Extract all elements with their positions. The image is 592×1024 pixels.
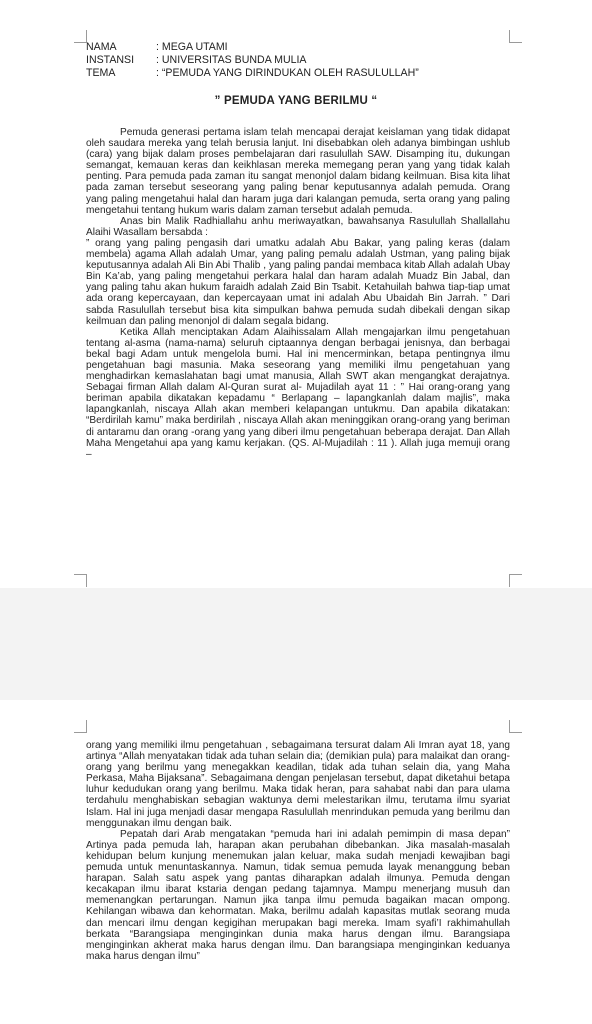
body-paragraph: Anas bin Malik Radhiallahu anhu meriwayatkan, bawahsanya Rasulullah Shallallahu Alaihi Wasallam bersabda : [86, 215, 510, 238]
crop-mark-bottom-right [509, 574, 522, 587]
header-label: INSTANSI [86, 54, 135, 66]
body-paragraph: Pemuda generasi pertama islam telah mencapai derajat keislaman yang tidak didapat oleh saudara mereka yang telah berusia lanjut. Ini disebabkan oleh adanya bimbingan ushlub (cara) yang bijak dalam proses pembelajaran dari rasulullah SAW. Disamping itu, dukungan semangat, kemauan keras dan keikhlasan mereka memegang peran yang yang tidak kalah penting. Para pemuda pada zaman itu sangat menonjol dalam bidang keilmuan. Bisa kita lihat pada zaman tersebut seseorang yang paling benar keputusannya adalah pemuda. Orang yang paling mengetahui halal dan haram juga dari kalangan pemuda, serta orang yang paling mengetahui tentang hukum waris dalam zaman tersebut adalah pemuda. [86, 127, 510, 216]
header-value: : “PEMUDA YANG DIRINDUKAN OLEH RASULULLAH” [156, 67, 419, 79]
body-paragraph: Pepatah dari Arab mengatakan “pemuda hari ini adalah pemimpin di masa depan” Artinya pada pemuda lah, harapan akan perubahan dibebankan. Jika masalah-masalah kehidupan belum kunjung menemukan jalan keluar, maka sudah menjadi kewajiban bagi pemuda untuk menuntaskannya. Namun, tidak semua pemuda layak menanggung beban harapan. Salah satu aspek yang pantas diharapkan adalah ilmunya. Pemuda dengan kecakapan ilmu ibarat kstaria dengan pedang tajamnya. Mampu menerjang musuh dan memenangkan pertarungan. Namun jika tanpa ilmu pemuda bagaikan macan ompong. Kehilangan wibawa dan kehormatan. Maka, berilmu adalah kapasitas mutlak seorang muda dan mencari ilmu dengan kegigihan merupakan bagi mereka. Imam syafi’I rakhimahullah berkata “Barangsiapa menginginkan dunia maka harus dengan ilmu. Barangsiapa menginginkan akherat maka harus dengan ilmu. Dan barangsiapa menginginkan keduanya maka harus dengan ilmu” [86, 828, 510, 962]
header-row-theme [86, 67, 419, 80]
crop-mark-top-right [509, 720, 522, 733]
header-label: TEMA [86, 67, 116, 79]
header-label: NAMA [86, 41, 117, 53]
identity-header [86, 41, 419, 80]
hadith-quote-paragraph: ” orang yang paling pengasih dari umatku adalah Abu Bakar, yang paling keras (dalam membela) agama Allah adalah Umar, yang paling pemalu adalah Ustman, yang paling bijak keputusannya adalah Ali Bin Abi Thalib , yang paling pandai membaca kitab Allah adalah Ubay Bin Ka’ab, yang paling mengetahui perkara halal dan haram adalah Muadz Bin Jabal, dan yang paling tahu akan hukum faraidh adalah Zaid Bin Tsabit. Ketahuilah bahwa tiap-tiap umat ada orang kepercayaan, dan kepercayaan umat ini adalah Abu Ubaidah Bin Jarrah. ” Dari sabda Rasulullah tersebut bisa kita simpulkan bahwa pemuda sudah dibekali dengan sikap keilmuan dan paling menonjol di dalam segala bidang. [86, 237, 510, 327]
body-paragraph: orang yang memiliki ilmu pengetahuan , sebagaimana tersurat dalam Ali Imran ayat 18, yang artinya “Allah menyatakan tidak ada tuhan selain dia; (demikian pula) para malaikat dan orang-orang yang berilmu yang menegakkan keadilan, tidak ada tuhan selain dia, yang Maha Perkasa, Maha Bijaksana”. Sebagaimana dengan penjelasan tersebut, dapat diketahui betapa luhur kedudukan orang yang berilmu. Maka tidak heran, para sahabat nabi dan para ulama terdahulu menghabiskan sebagian waktunya demi melestarikan ilmu, terutama ilmu syariat Islam. Hal ini juga menjadi dasar mengapa Rasulullah menrindukan pemuda yang berilmu dan menggunakan ilmu dengan baik. [86, 740, 510, 829]
crop-mark-top-left [74, 720, 87, 733]
page-1-body [86, 127, 510, 460]
document-page-2 [0, 700, 592, 1024]
body-paragraph: Ketika Allah menciptakan Adam Alaihissalam Allah mengajarkan ilmu pengetahuan tentang al-asma (nama-nama) seluruh ciptaannya dengan berbagai jenisnya, dan berbagai bekal bagi Adam untuk mengelola bumi. Hal ini mencerminkan, betapa pentingnya ilmu pengetahuan bagi masunia. Maka seseorang yang memiliki ilmu pengetahuan yang menghadirkan kemaslahatan bagi umat manusia, Allah SWT akan mengangkat derajatnya. Sebagai firman Allah dalam Al-Quran surat al- Mujadilah ayat 11 : ” Hai orang-orang yang beriman apabila dikatakan kepadamu “ Berlapang – lapangkanlah dalam majlis”, maka lapangkanlah, niscaya Allah akan memberi kelapangan untukmu. Dan apabila dikatakan: “Berdirilah kamu” maka berdirilah , niscaya Allah akan meninggikan orang-orang yang beriman di antaramu dan orang -orang yang yang diberi ilmu pengetahuan beberapa derajat. Dan Allah Maha Mengetahui apa yang kamu kerjakan. (QS. Al-Mujadilah : 11 ). Allah juga memuji orang – [86, 326, 510, 460]
header-row-name [86, 41, 419, 54]
crop-mark-bottom-left [74, 574, 87, 587]
document-title: ” PEMUDA YANG BERILMU “ [214, 95, 378, 107]
header-value: : UNIVERSITAS BUNDA MULIA [156, 54, 307, 66]
page-2-body [86, 740, 510, 962]
header-row-institution [86, 54, 419, 67]
header-value: : MEGA UTAMI [156, 41, 228, 53]
crop-mark-top-right [509, 30, 522, 43]
